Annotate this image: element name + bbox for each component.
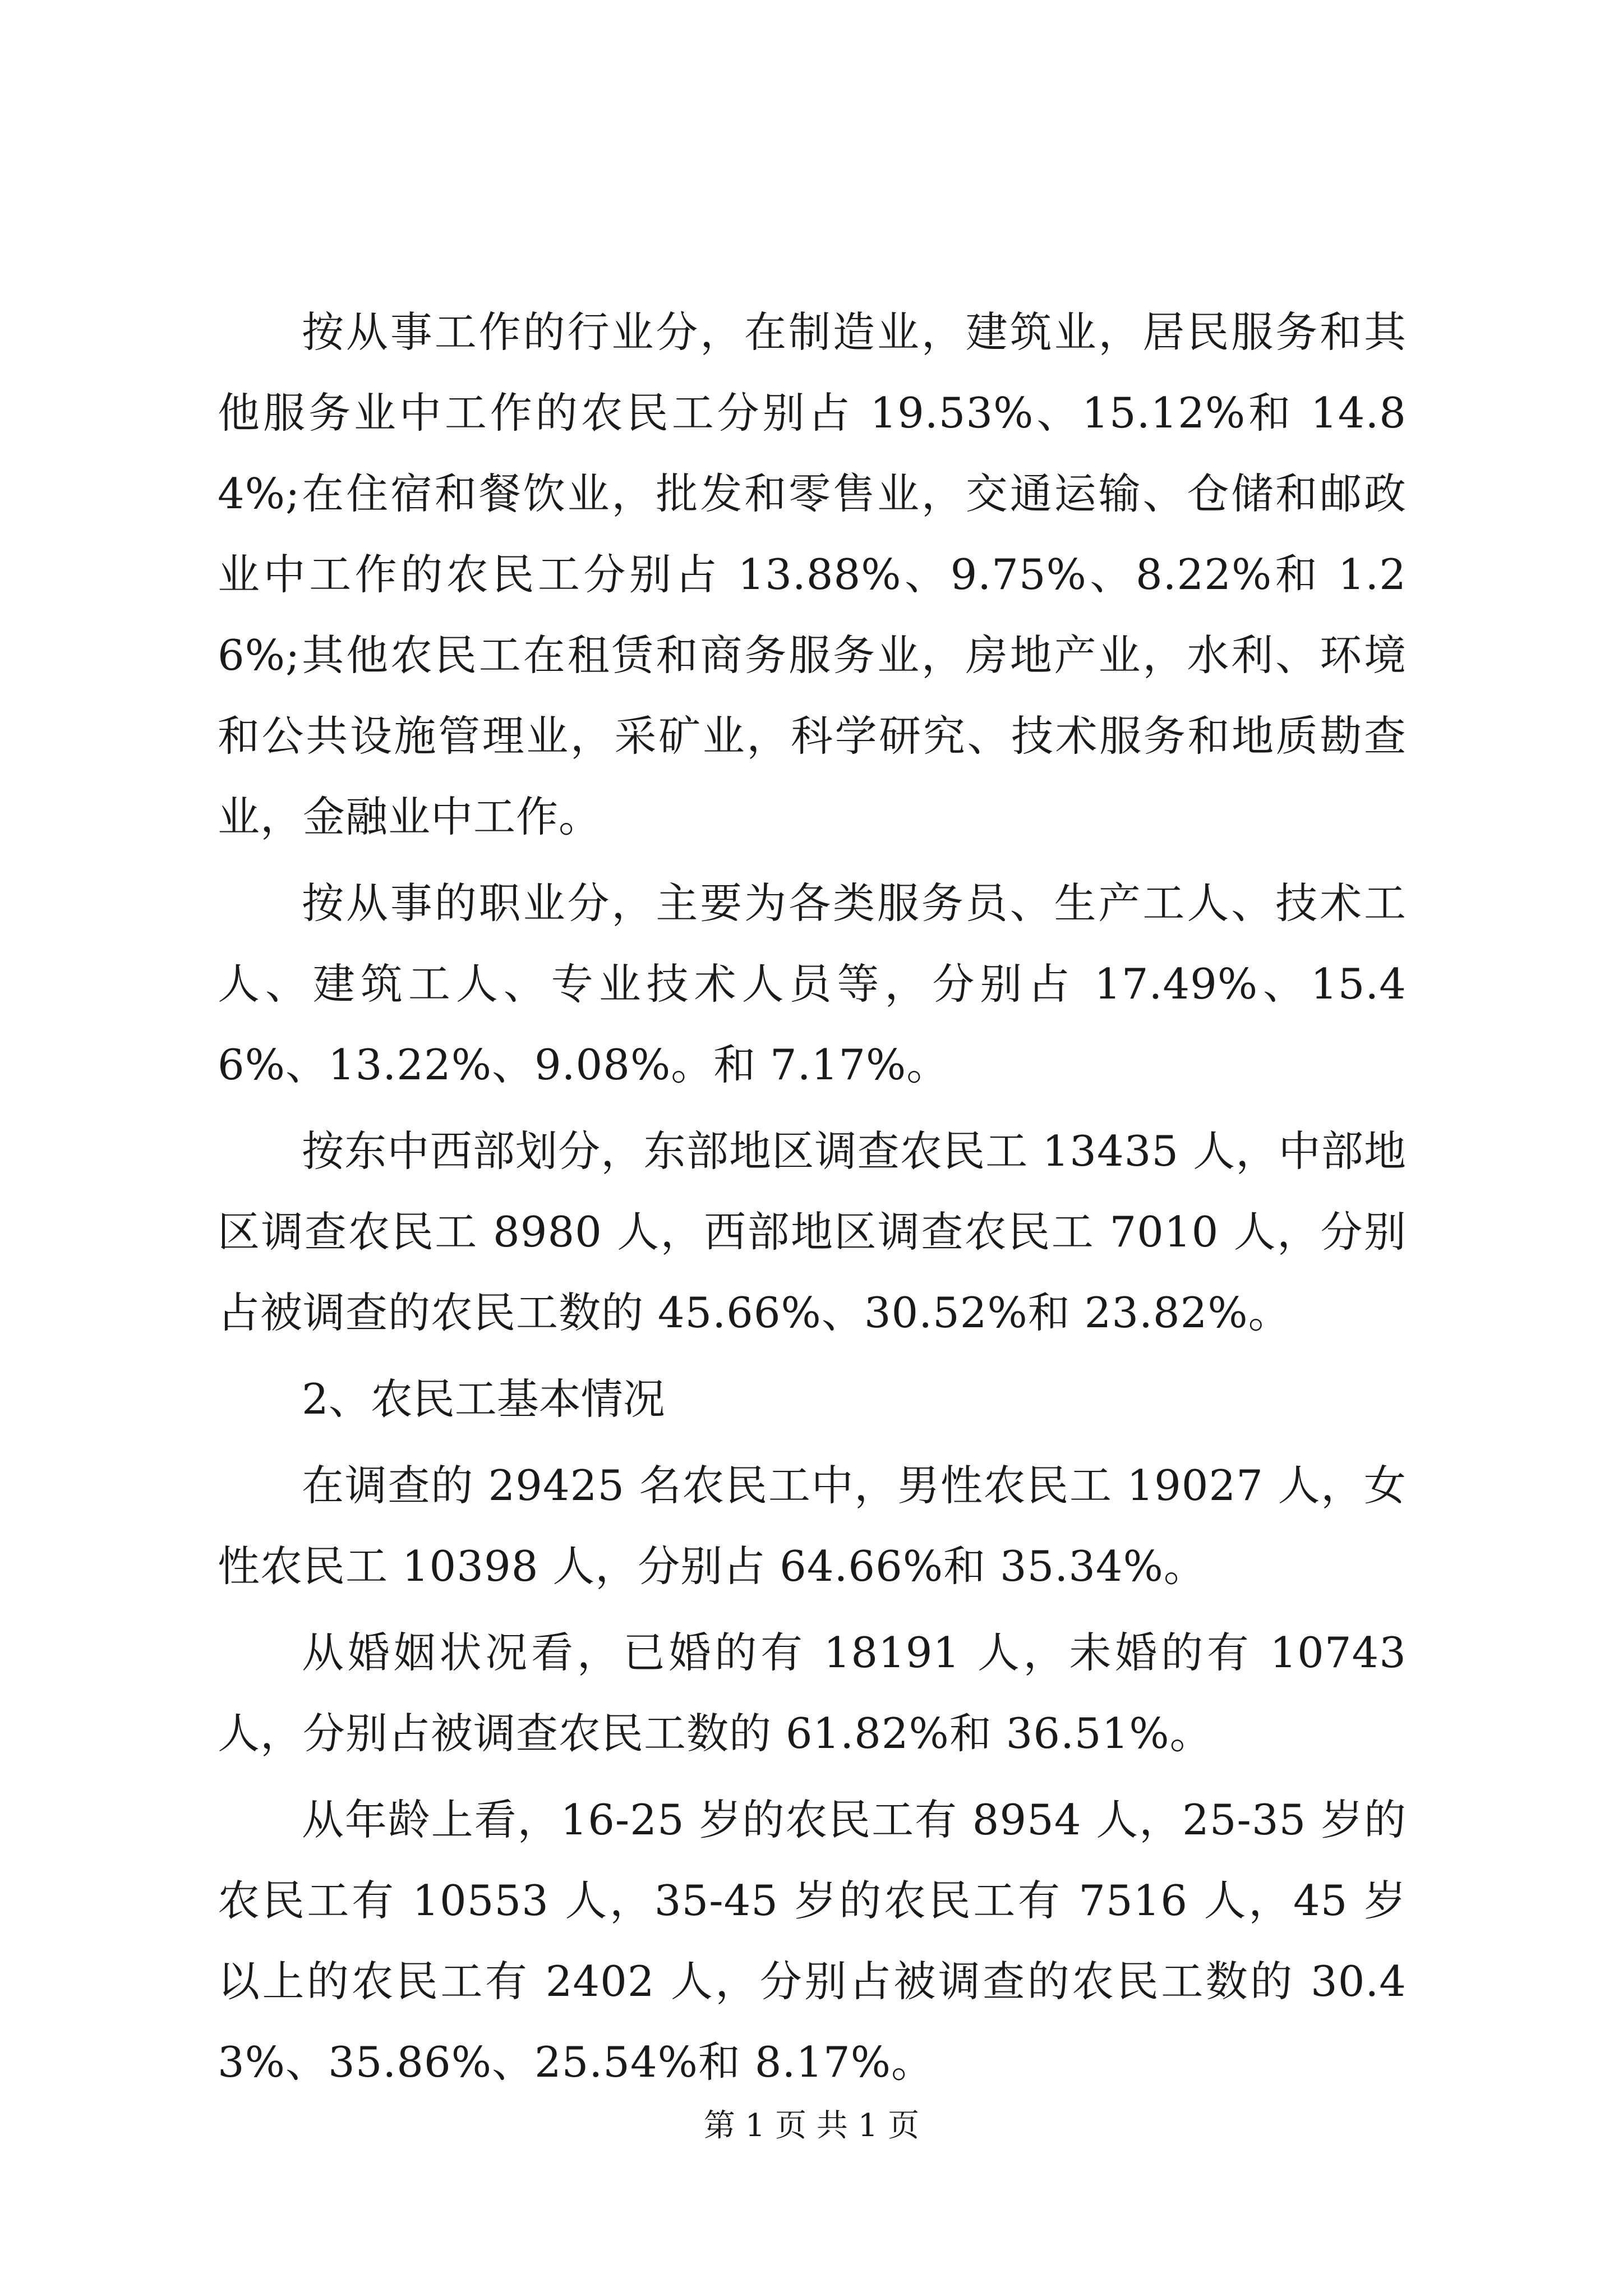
section-heading: 2、农民工基本情况 xyxy=(302,1374,665,1424)
paragraph-marital-status: 从婚姻状况看，已婚的有 18191 人，未婚的有 10743 人，分别占被调查农民工数的 61.82%和 36.51%。 xyxy=(218,1628,1407,1758)
page-footer: 第 1 页 共 1 页 xyxy=(703,2108,920,2144)
paragraph-industry: 按从事工作的行业分，在制造业，建筑业，居民服务和其他服务业中工作的农民工分别占 19.53%、15.12%和 14.84%;在住宿和餐饮业，批发和零售业，交通运输、仓储和邮政业中工作的农民工分别占 13.88%、9.75%、8.22%和 1.26%;其他农民工在租赁和商务服务业，房地产业，水利、环境和公共设施管理业，采矿业，科学研究、技术服务和地质勘查业，金融业中工作。 xyxy=(218,307,1407,841)
paragraph-region: 按东中西部划分，东部地区调查农民工 13435 人，中部地区调查农民工 8980 人，西部地区调查农民工 7010 人，分别占被调查的农民工数的 45.66%、30.52%和 23.82%。 xyxy=(218,1126,1407,1337)
paragraph-gender: 在调查的 29425 名农民工中，男性农民工 19027 人，女性农民工 10398 人，分别占 64.66%和 35.34%。 xyxy=(218,1461,1407,1591)
paragraph-occupation: 按从事的职业分，主要为各类服务员、生产工人、技术工人、建筑工人、专业技术人员等，分别占 17.49%、15.46%、13.22%、9.08%。和 7.17%。 xyxy=(218,878,1407,1089)
paragraph-age: 从年龄上看，16-25 岁的农民工有 8954 人，25-35 岁的农民工有 10553 人，35-45 岁的农民工有 7516 人，45 岁以上的农民工有 2402 人，分别占被调查的农民工数的 30.43%、35.86%、25.54%和 8.17%。 xyxy=(218,1795,1407,2087)
document-body xyxy=(218,292,1407,2108)
